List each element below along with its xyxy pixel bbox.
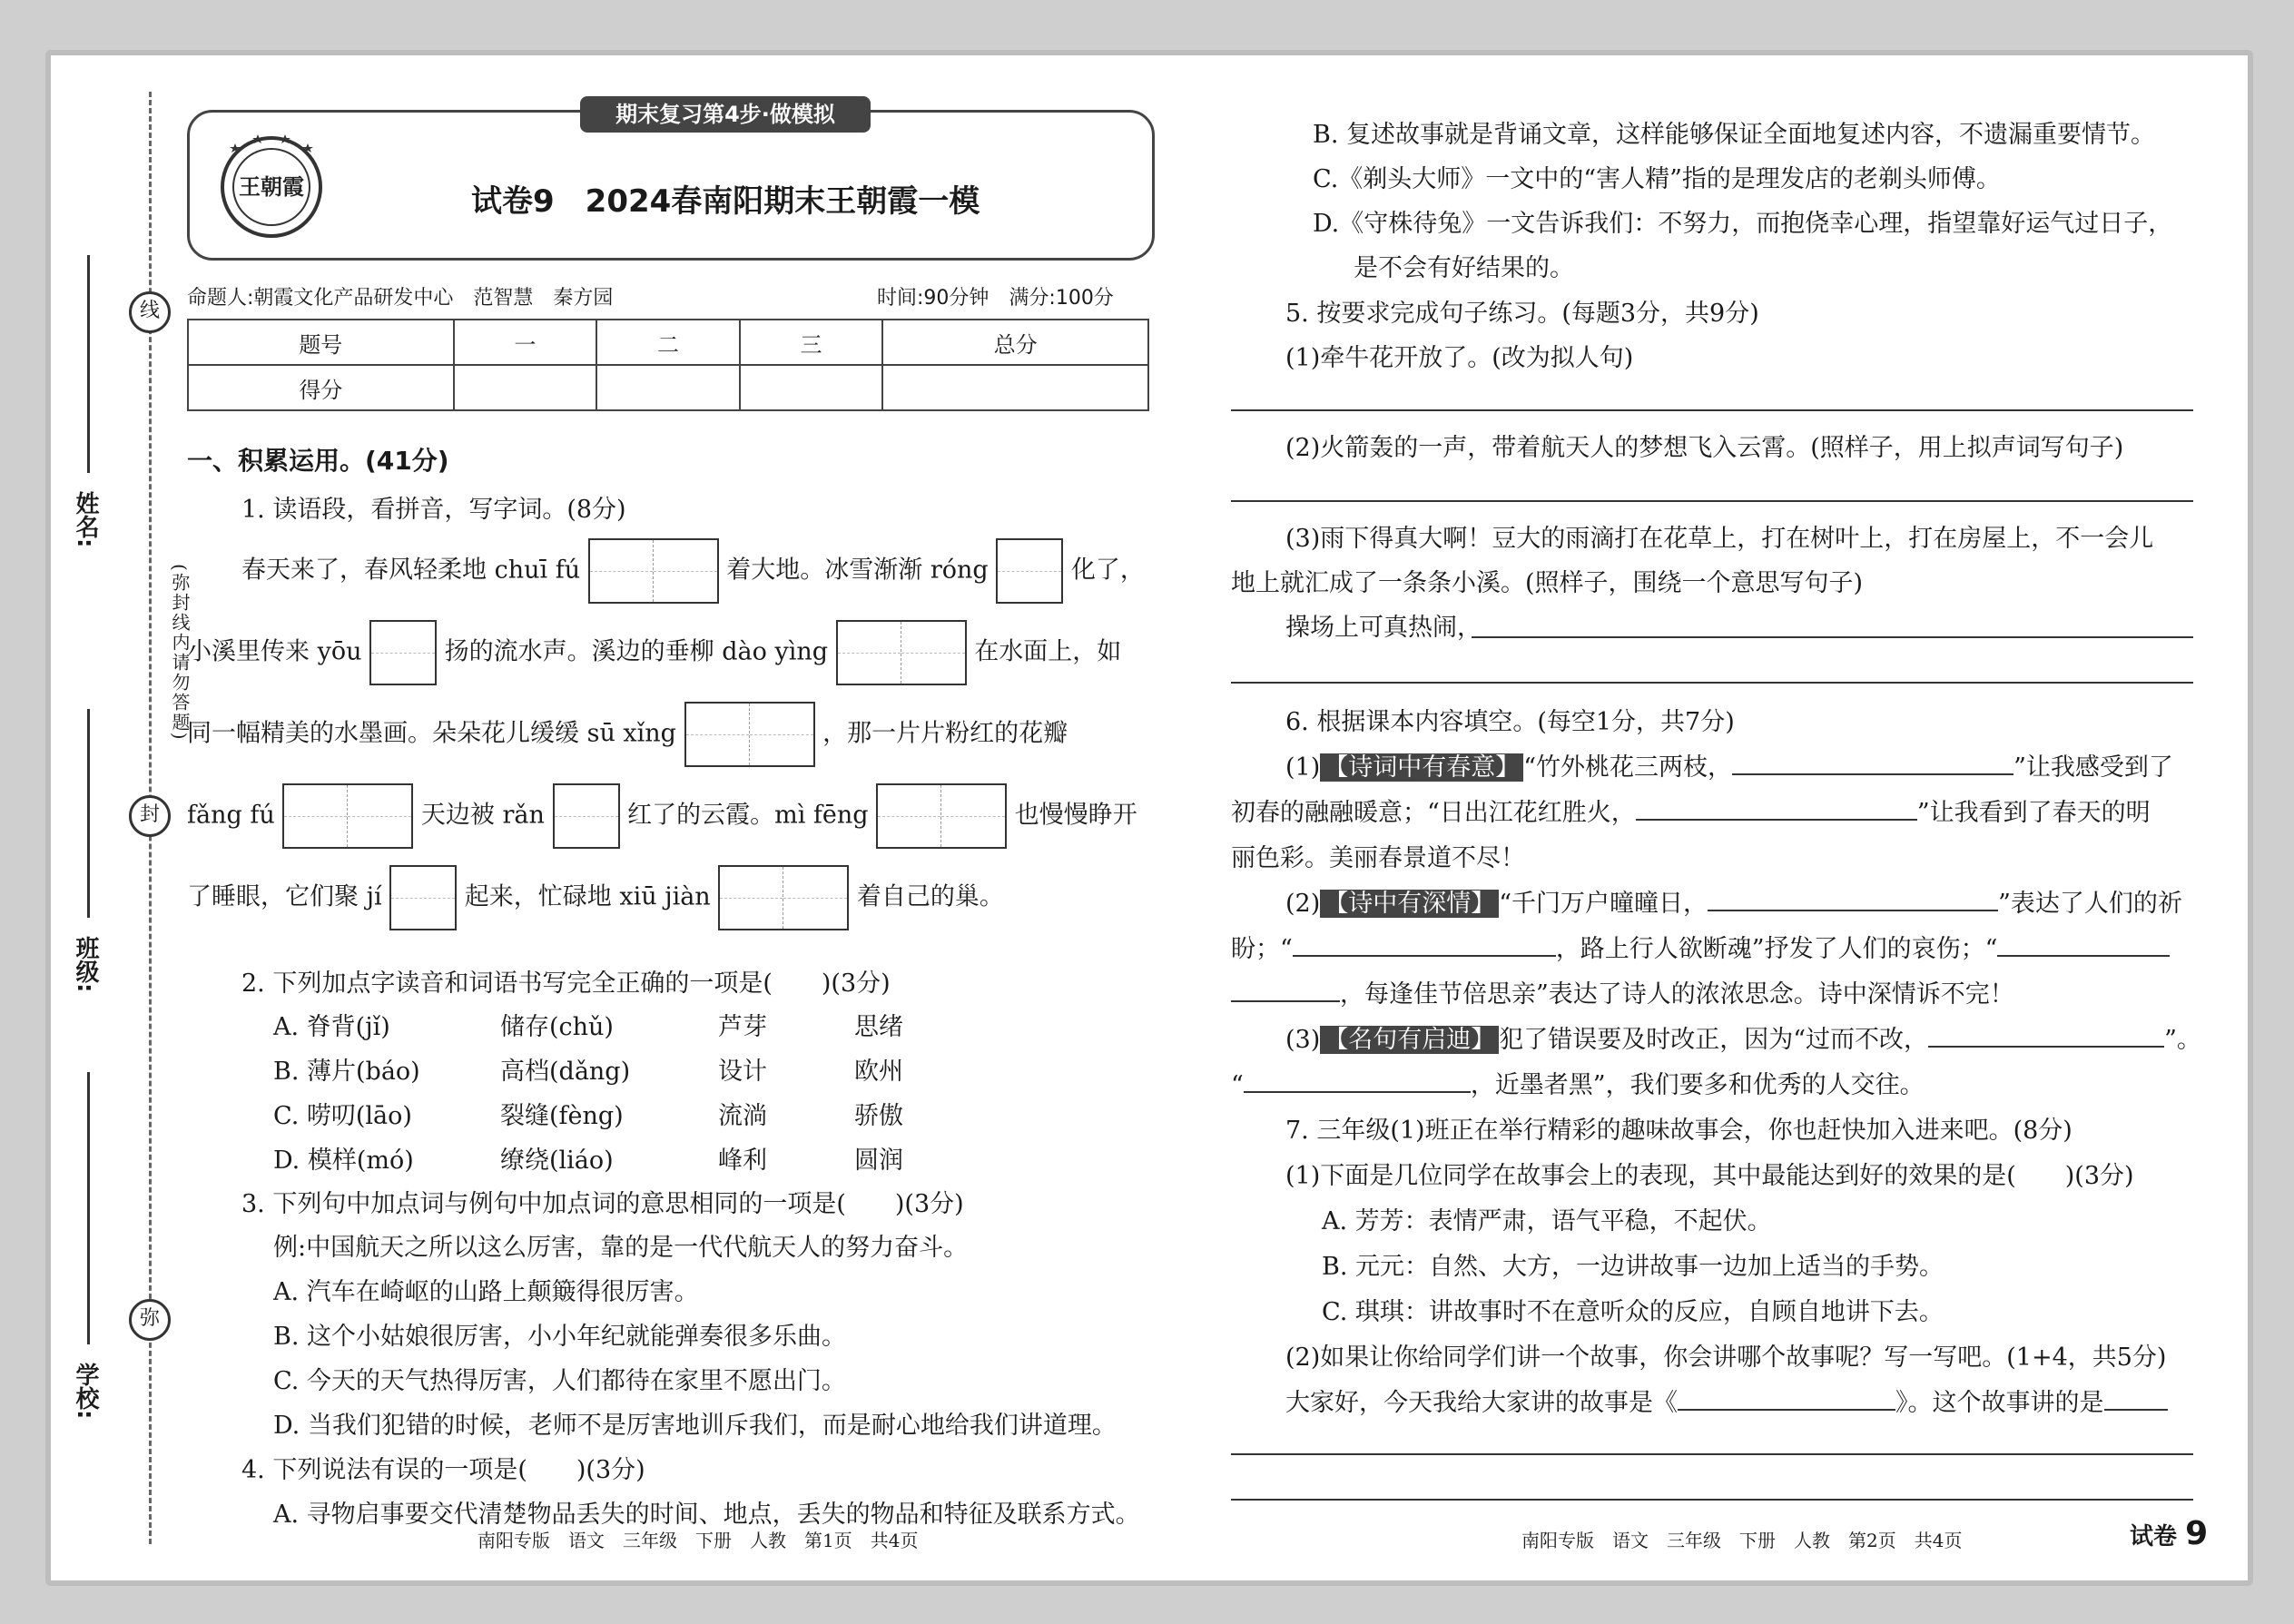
fill-blank[interactable] [1678, 1409, 1895, 1411]
fill-blank[interactable] [1293, 955, 1556, 957]
q5-p2: (2)火箭轰的一声，带着航天人的梦想飞入云霄。(照样子，用上拟声词写句子) [1285, 434, 2124, 462]
section1-title: 一、积累运用。(41分) [187, 446, 449, 476]
class-label: 班级: [72, 936, 99, 993]
fill-blank[interactable] [1244, 1091, 1471, 1093]
fill-blank[interactable] [1231, 1000, 1340, 1002]
q6-line4: (2) 【诗中有深情】 “千门万户曈曈日， ”表达了人们的祈 [1285, 890, 2182, 918]
q3-d: D. 当我们犯错的时候，老师不是厉害地训斥我们，而是耐心地给我们讲道理。 [273, 1412, 1117, 1440]
q4-c: C.《剃头大师》一文中的“害人精”指的是理发店的老剃头师傅。 [1313, 165, 2001, 193]
fill-blank[interactable] [1636, 819, 1917, 821]
score-header-2: 二 [596, 320, 740, 365]
q2-d4: 圆润 [854, 1147, 903, 1175]
answer-grid[interactable] [876, 783, 1007, 849]
q2-a4: 思绪 [854, 1013, 903, 1041]
q2-a1: A. 脊背(jǐ) [273, 1013, 390, 1041]
answer-line[interactable] [1231, 682, 2193, 684]
footer-left: 南阳专版 语文 三年级 下册 人教 第1页 共4页 [478, 1530, 919, 1551]
answer-grid[interactable] [553, 783, 620, 849]
q1-line3: 同一幅精美的水墨画。朵朵花儿缓缓 sū xǐng ，那一片片粉红的花瓣 [187, 702, 1068, 767]
q3-b: B. 这个小姑娘很厉害，小小年纪就能弹奏很多乐曲。 [273, 1323, 847, 1351]
score-header-total: 总分 [882, 320, 1148, 365]
q3-a: A. 汽车在崎岖的山路上颠簸得很厉害。 [273, 1278, 699, 1306]
fill-blank[interactable] [2104, 1409, 2168, 1411]
binding-strip [51, 55, 191, 1580]
name-label: 姓名: [72, 491, 99, 548]
fill-blank[interactable] [1997, 955, 2170, 957]
score-row-label: 得分 [188, 365, 454, 410]
header-box [187, 102, 1155, 261]
name-line[interactable] [87, 255, 90, 473]
answer-line[interactable] [1231, 1453, 2193, 1455]
answer-line[interactable] [1231, 1499, 2193, 1501]
score-header-no: 题号 [188, 320, 454, 365]
q5-p3a: (3)雨下得真大啊！豆大的雨滴打在花草上，打在树叶上，打在房屋上，不一会儿 [1285, 525, 2154, 553]
answer-line[interactable] [1231, 409, 2193, 411]
fill-blank[interactable] [1928, 1046, 2164, 1048]
paper-badge: 试卷 9 [2130, 1515, 2209, 1552]
score-cell[interactable] [596, 365, 740, 410]
school-line[interactable] [87, 1072, 90, 1344]
q7-p3: 大家好，今天我给大家讲的故事是《 》。这个故事讲的是 [1285, 1383, 2168, 1418]
q2-b1: B. 薄片(báo) [273, 1058, 420, 1086]
fill-blank[interactable] [1708, 910, 1998, 911]
q6-line7: (3) 【名句有启迪】 犯了错误要及时改正，因为“过而不改， ”。 [1285, 1026, 2201, 1054]
q7-p2: (2)如果让你给同学们讲一个故事，你会讲哪个故事呢？写一写吧。(1+4，共5分) [1285, 1343, 2167, 1372]
wangzhaoxia-logo [208, 131, 335, 240]
xian-mark: 线 [129, 291, 171, 333]
answer-grid[interactable] [996, 538, 1063, 604]
score-cell[interactable] [740, 365, 883, 410]
q6-line3: 丽色彩。美丽春景道不尽！ [1231, 844, 1525, 872]
q6-line6: ，每逢佳节倍思亲”表达了诗人的浓浓思念。诗中深情诉不完！ [1231, 974, 2014, 1009]
q1-line5: 了睡眼，它们聚 jí 起来，忙碌地 xiū jiàn 着自己的巢。 [187, 865, 1004, 930]
q2-c1: C. 唠叨(lāo) [273, 1102, 412, 1130]
mi-mark: 弥 [129, 1299, 171, 1341]
q7-title: 7. 三年级(1)班正在举行精彩的趣味故事会，你也赶快加入进来吧。(8分) [1285, 1117, 2072, 1145]
q2-a3: 芦芽 [718, 1013, 767, 1041]
q3-example: 例:中国航天之所以这么厉害，靠的是一代代航天人的努力奋斗。 [273, 1234, 969, 1262]
q4-d1: D.《守株待兔》一文告诉我们：不努力，而抱侥幸心理，指望靠好运气过日子， [1313, 210, 2173, 238]
fill-blank[interactable] [1732, 773, 2013, 775]
q6-line5: 盼；“ ，路上行人欲断魂”抒发了人们的哀伤；“ [1231, 929, 2170, 964]
q4-b: B. 复述故事就是背诵文章，这样能够保证全面地复述内容，不遗漏重要情节。 [1313, 121, 2156, 149]
q7-c: C. 琪琪：讲故事时不在意听众的反应，自顾自地讲下去。 [1322, 1298, 1944, 1326]
binding-note: (弥封线内请勿答题) [169, 564, 191, 742]
score-header-1: 一 [454, 320, 597, 365]
q2-c2: 裂缝(fèng) [500, 1102, 624, 1130]
q4-a: A. 寻物启事要交代清楚物品丢失的时间、地点，丢失的物品和特征及联系方式。 [273, 1501, 1140, 1529]
q4-title: 4. 下列说法有误的一项是( )(3分) [241, 1456, 645, 1484]
q2-c3: 流淌 [718, 1102, 767, 1130]
author-line: 命题人:朝霞文化产品研发中心 范智慧 秦方园 [187, 287, 614, 310]
time-line: 时间:90分钟 满分:100分 [877, 287, 1114, 310]
q5-p3b: 地上就汇成了一条条小溪。(照样子，围绕一个意思写句子) [1231, 569, 1864, 597]
school-label: 学校: [72, 1363, 99, 1420]
answer-grid[interactable] [389, 865, 457, 930]
score-cell[interactable] [454, 365, 597, 410]
exam-title: 试卷9 2024春南阳期末王朝霞一模 [471, 183, 980, 220]
q2-title: 2. 下列加点字读音和词语书写完全正确的一项是( )(3分) [241, 969, 891, 998]
answer-grid[interactable] [684, 702, 815, 767]
q1-line1: 春天来了，春风轻柔地 chuī fú 着大地。冰雪渐渐 róng 化了， [241, 538, 1145, 604]
q2-b3: 设计 [718, 1058, 767, 1086]
answer-grid[interactable] [718, 865, 849, 930]
answer-grid[interactable] [836, 620, 967, 685]
q1-title: 1. 读语段，看拼音，写字词。(8分) [241, 496, 626, 524]
q6-line8: “ ，近墨者黑”，我们要多和优秀的人交往。 [1231, 1071, 1925, 1099]
q5-p3c: 操场上可真热闹， [1285, 614, 1482, 642]
q5-p1: (1)牵牛花开放了。(改为拟人句) [1285, 344, 1634, 372]
q5-title: 5. 按要求完成句子练习。(每题3分，共9分) [1285, 300, 1759, 328]
q2-a2: 储存(chǔ) [500, 1013, 614, 1041]
q3-title: 3. 下列句中加点词与例句中加点词的意思相同的一项是( )(3分) [241, 1190, 964, 1218]
q2-b4: 欧州 [854, 1058, 903, 1086]
answer-line[interactable] [1231, 500, 2193, 502]
q4-d2: 是不会有好结果的。 [1354, 254, 1574, 282]
q3-c: C. 今天的天气热得厉害，人们都待在家里不愿出门。 [273, 1367, 846, 1395]
q2-d3: 峰利 [718, 1147, 767, 1175]
answer-grid[interactable] [588, 538, 719, 604]
answer-grid[interactable] [369, 620, 437, 685]
q2-d1: D. 模样(mó) [273, 1147, 414, 1175]
q7-b: B. 元元：自然、大方，一边讲故事一边加上适当的手势。 [1322, 1253, 1944, 1281]
header-ribbon: 期末复习第4步·做模拟 [580, 96, 871, 133]
q1-line2: 小溪里传来 yōu 扬的流水声。溪边的垂柳 dào yìng 在水面上，如 [187, 620, 1121, 685]
q7-p1: (1)下面是几位同学在故事会上的表现，其中最能达到好的效果的是( )(3分) [1285, 1162, 2134, 1190]
footer-right: 南阳专版 语文 三年级 下册 人教 第2页 共4页 [1521, 1530, 1963, 1551]
answer-line[interactable] [1472, 636, 2193, 638]
q2-d2: 缭绕(liáo) [500, 1147, 614, 1175]
q1-line4: fǎng fú 天边被 rǎn 红了的云霞。mì fēng 也慢慢睁开 [187, 783, 1137, 849]
q6-line1: (1) 【诗词中有春意】 “竹外桃花三两枝， ”让我感受到了 [1285, 753, 2173, 782]
exam-sheet [45, 50, 2253, 1586]
q2-b2: 高档(dǎng) [500, 1058, 631, 1086]
score-header-3: 三 [740, 320, 883, 365]
score-table [187, 319, 1149, 411]
class-line[interactable] [87, 709, 90, 918]
q2-c4: 骄傲 [854, 1102, 903, 1130]
q6-line2: 初春的融融暖意；“日出江花红胜火， ”让我看到了春天的明 [1231, 799, 2151, 827]
answer-grid[interactable] [282, 783, 413, 849]
q7-a: A. 芳芳：表情严肃，语气平稳，不起伏。 [1322, 1207, 1772, 1235]
svg-text:王朝霞: 王朝霞 [239, 173, 304, 200]
feng-mark: 封 [129, 795, 171, 837]
q6-title: 6. 根据课本内容填空。(每空1分，共7分) [1285, 708, 1735, 736]
score-cell[interactable] [882, 365, 1148, 410]
